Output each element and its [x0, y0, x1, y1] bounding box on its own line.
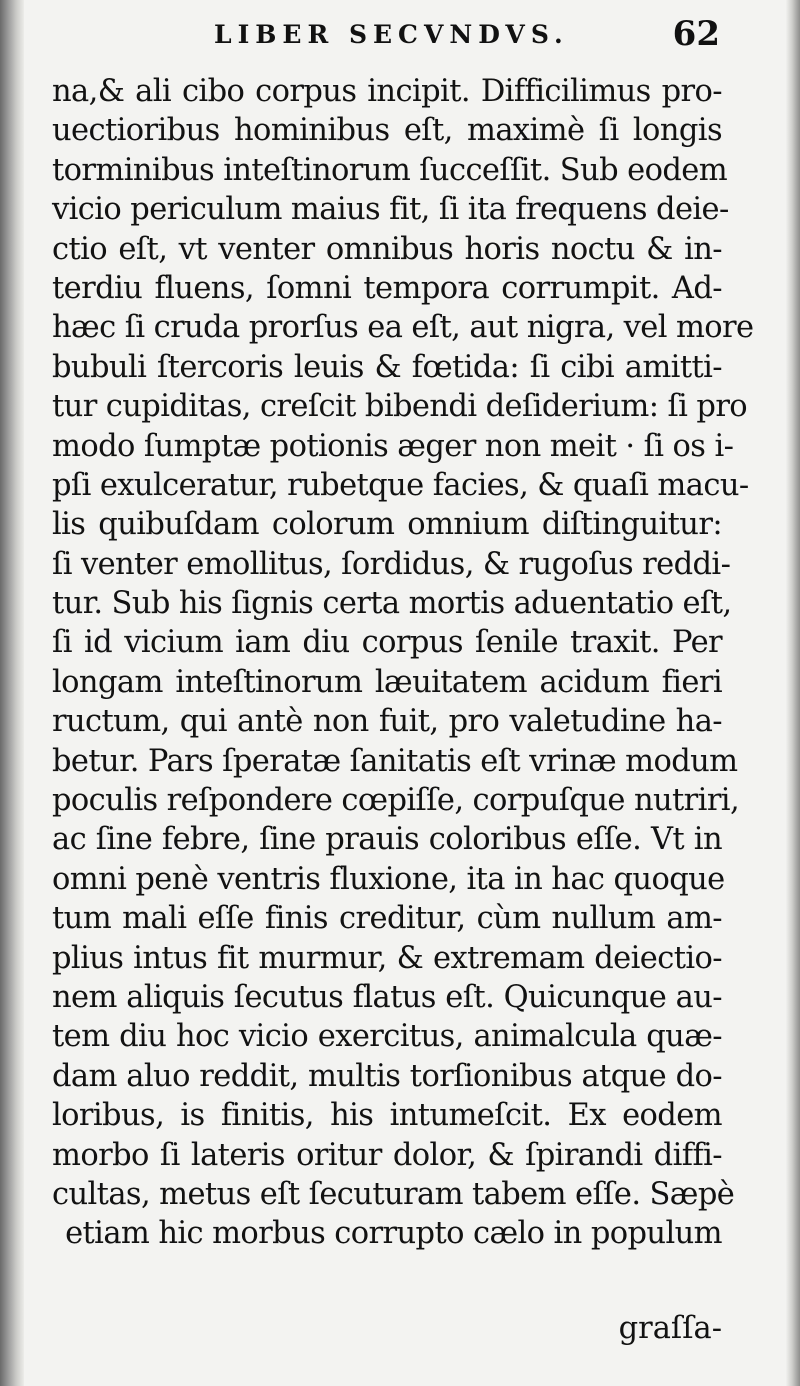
text-line: morbo ſi lateris oritur dolor, & ſpirandi diffi- — [52, 1137, 722, 1173]
running-head: LIBER SECVNDVS. — [214, 20, 569, 49]
text-line: modo ſumptæ potionis æger non meit · ſi os i- — [52, 428, 734, 464]
text-line: tur cupiditas, creſcit bibendi deſiderium: ſi pro — [52, 389, 748, 425]
page-binding-shadow — [0, 0, 24, 1386]
page-number: 62 — [672, 14, 720, 54]
text-line: betur. Pars ſperatæ ſanitatis eſt vrinæ modum — [52, 743, 738, 779]
text-line: terdiu fluens, ſomni tempora corrumpit. Ad- — [52, 270, 722, 306]
text-line: plius intus fit murmur, & extremam deiectio- — [52, 940, 722, 976]
text-line: loribus, is finitis, his intumeſcit. Ex eodem — [52, 1098, 722, 1134]
text-line: lis quibuſdam colorum omnium diſtinguitur: — [52, 507, 722, 543]
text-line: ctio eſt, vt venter omnibus horis noctu & in- — [52, 231, 722, 267]
text-line: nem aliquis ſecutus flatus eſt. Quicunque au- — [52, 979, 722, 1015]
text-line: tum mali eſſe finis creditur, cùm nullum am- — [52, 901, 722, 937]
text-line: longam inteſtinorum læuitatem acidum fieri — [52, 664, 722, 700]
text-line: etiam hic morbus corrupto cælo in populum — [65, 1216, 722, 1252]
text-line: dam aluo reddit, multis torſionibus atque do- — [52, 1058, 722, 1094]
text-line: ſi venter emollitus, ſordidus, & rugoſus reddi- — [52, 546, 731, 582]
text-line: omni penè ventris fluxione, ita in hac quoque — [52, 861, 725, 897]
text-line: torminibus inteſtinorum ſucceſſit. Sub eodem — [52, 152, 728, 188]
text-line: ac ſine febre, ſine prauis coloribus eſſe. Vt in — [52, 822, 722, 858]
catchword: graſſa- — [618, 1311, 722, 1346]
body-text — [52, 72, 754, 1254]
text-line: poculis reſpondere cœpiſſe, corpuſque nutriri, — [52, 783, 740, 819]
text-line: pſi exulceratur, rubetque facies, & quaſi macu- — [52, 467, 749, 503]
text-line: vicio periculum maius fit, ſi ita frequens deie- — [52, 192, 729, 228]
text-line: tur. Sub his ſignis certa mortis aduentatio eſt, — [52, 586, 732, 622]
text-line: tem diu hoc vicio exercitus, animalcula quæ- — [52, 1019, 722, 1055]
text-line: bubuli ſtercoris leuis & fœtida: ſi cibi amitti- — [52, 349, 722, 385]
page-header — [200, 14, 720, 54]
text-line: na,& ali cibo corpus incipit. Difficilimus pro- — [52, 74, 722, 109]
text-line: ructum, qui antè non fuit, pro valetudine ha- — [52, 704, 722, 740]
text-line: hæc ſi cruda prorſus ea eſt, aut nigra, vel more — [52, 310, 754, 346]
text-line: ſi id vicium iam diu corpus ſenile traxit. Per — [52, 625, 722, 661]
text-line: cultas, metus eſt ſecuturam tabem eſſe. Sæpè — [52, 1176, 735, 1212]
text-line: uectioribus hominibus eſt, maximè ſi longis — [52, 113, 722, 149]
page-edge-shadow — [786, 0, 800, 1386]
